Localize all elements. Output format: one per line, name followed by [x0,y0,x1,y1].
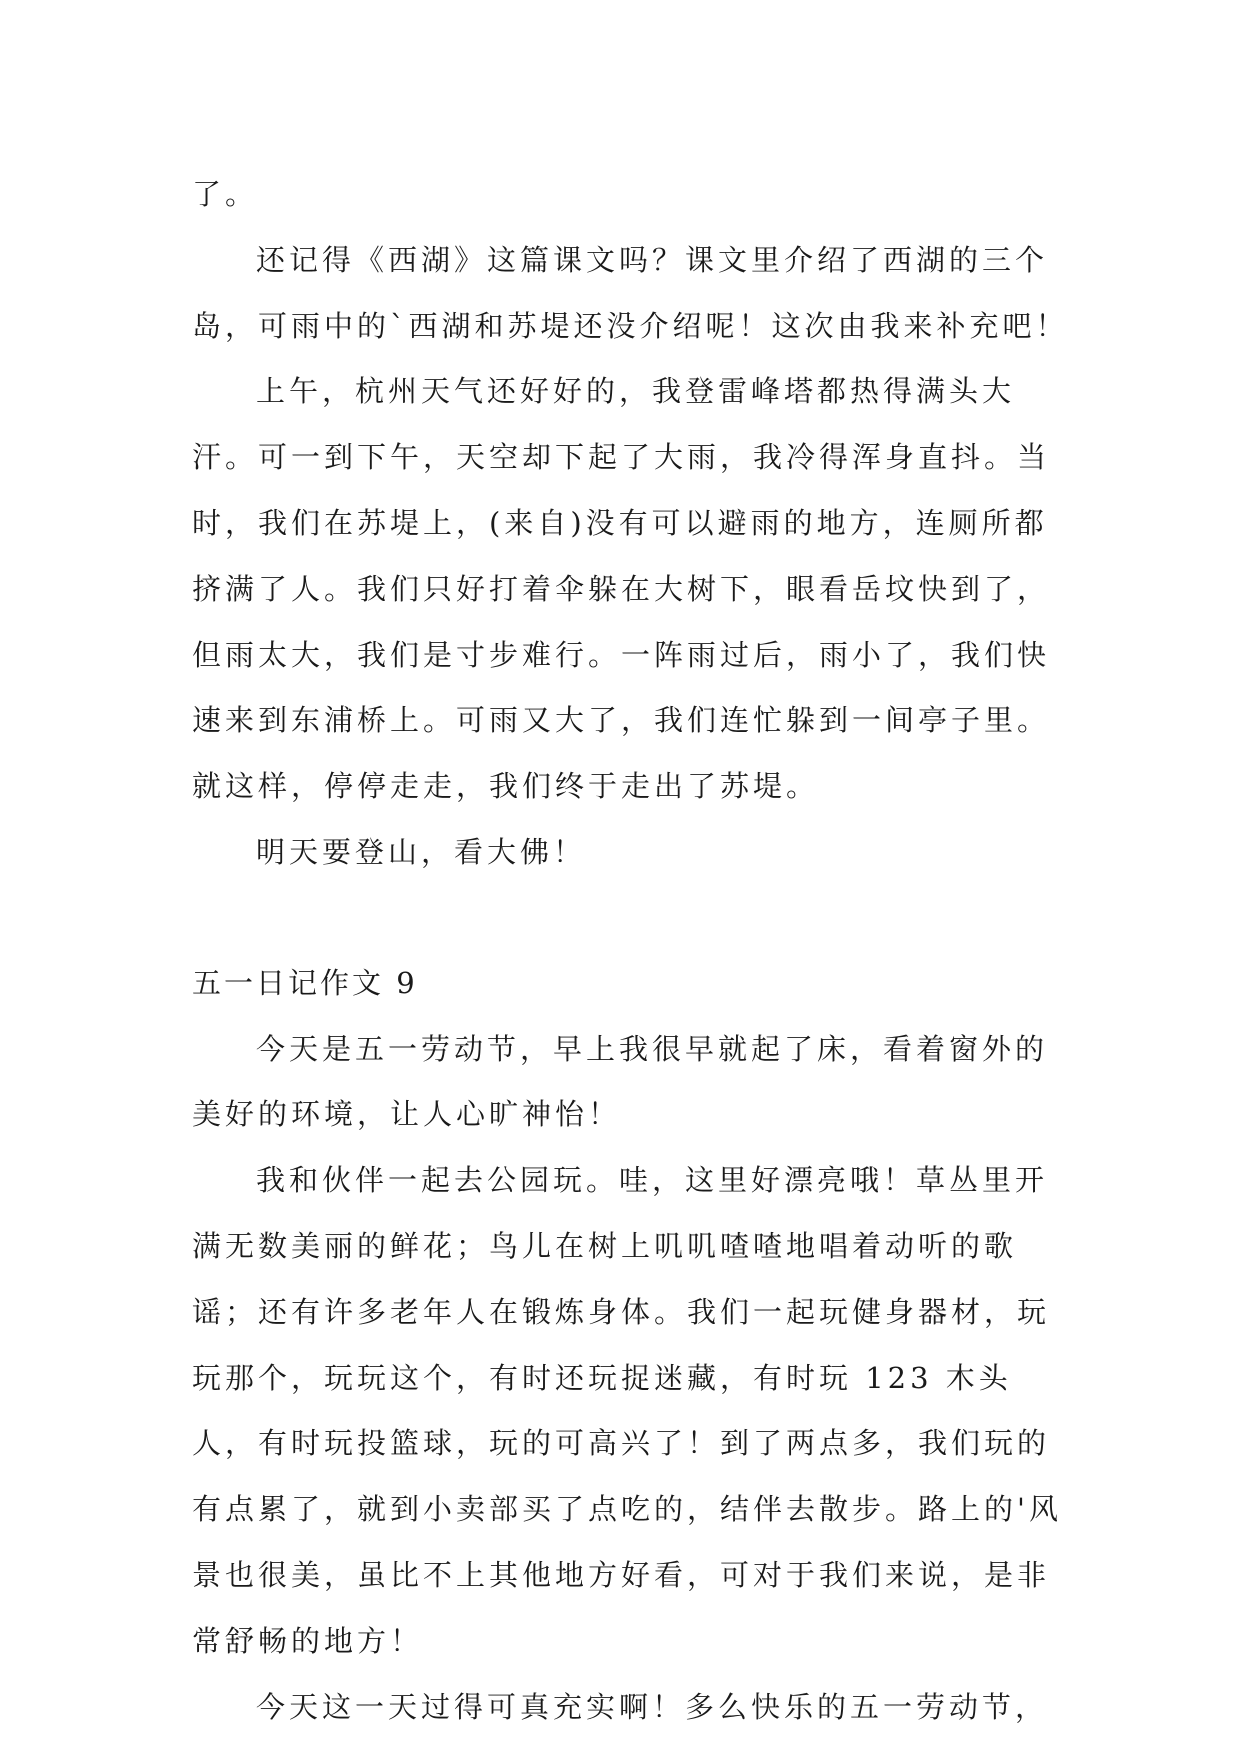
document-body [192,162,1070,1740]
paragraph-conclusion: 今天这一天过得可真充实啊！多么快乐的五一劳动节， [256,1689,1049,1724]
paragraph-park: 我和伙伴一起去公园玩。哇，这里好漂亮哦！草丛里开满无数美丽的鲜花；鸟儿在树上叽叽喳喳地唱着动听的歌谣；还有许多老年人在锻炼身体。我们一起玩健身器材，玩玩那个，玩玩这个，有时还玩捉迷藏，有时玩 123 木头人，有时玩投篮球，玩的可高兴了！到了两点多，我们玩的有点累了，就到小卖部买了点吃的，结伴去散步。路上的'风景也很美，虽比不上其他地方好看，可对于我们来说，是非常舒畅的地方！ [192,1163,1062,1658]
paragraph-tomorrow-plan: 明天要登山，看大佛！ [256,834,587,869]
paragraph-su-causeway-rain: 上午，杭州天气还好好的，我登雷峰塔都热得满头大汗。可一到下午，天空却下起了大雨，我冷得浑身直抖。当时，我们在苏堤上，(来自)没有可以避雨的地方，连厕所都挤满了人。我们只好打着伞躲在大树下，眼看岳坟快到了，但雨太大，我们是寸步难行。一阵雨过后，雨小了，我们快速来到东浦桥上。可雨又大了，我们连忙躲到一间亭子里。就这样，停停走走，我们终于走出了苏堤。 [192,374,1051,804]
paragraph-morning: 今天是五一劳动节，早上我很早就起了床，看着窗外的美好的环境，让人心旷神怡！ [192,1031,1049,1132]
paragraph-west-lake-text: 还记得《西湖》这篇课文吗？课文里介绍了西湖的三个岛，可雨中的`西湖和苏堤还没介绍呢！这次由我来补充吧！ [192,242,1069,343]
section-heading: 五一日记作文 9 [192,965,418,1000]
lead-paragraph: 了。 [192,177,259,211]
